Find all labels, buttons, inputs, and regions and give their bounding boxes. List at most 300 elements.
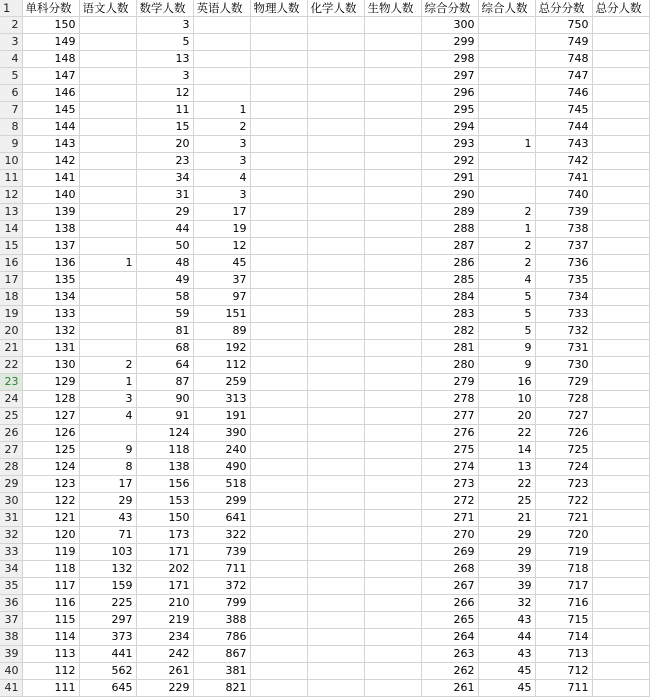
table-cell[interactable]: [250, 85, 307, 102]
table-cell[interactable]: [592, 51, 649, 68]
table-cell[interactable]: 747: [535, 68, 592, 85]
table-cell[interactable]: 43: [478, 646, 535, 663]
table-cell[interactable]: 277: [421, 408, 478, 425]
table-cell[interactable]: [307, 68, 364, 85]
table-cell[interactable]: 264: [421, 629, 478, 646]
table-cell[interactable]: 267: [421, 578, 478, 595]
row-header[interactable]: 9: [0, 136, 22, 153]
table-cell[interactable]: [364, 391, 421, 408]
table-cell[interactable]: 29: [478, 527, 535, 544]
table-cell[interactable]: 741: [535, 170, 592, 187]
table-cell[interactable]: [364, 136, 421, 153]
table-cell[interactable]: [364, 204, 421, 221]
table-cell[interactable]: 1: [478, 221, 535, 238]
table-cell[interactable]: 373: [79, 629, 136, 646]
table-cell[interactable]: 132: [22, 323, 79, 340]
table-cell[interactable]: 322: [193, 527, 250, 544]
table-cell[interactable]: [592, 578, 649, 595]
table-cell[interactable]: [592, 119, 649, 136]
table-cell[interactable]: [478, 153, 535, 170]
table-cell[interactable]: 289: [421, 204, 478, 221]
table-cell[interactable]: 562: [79, 663, 136, 680]
header-cell[interactable]: 语文人数: [79, 0, 136, 17]
table-cell[interactable]: 292: [421, 153, 478, 170]
table-cell[interactable]: [307, 272, 364, 289]
table-cell[interactable]: 736: [535, 255, 592, 272]
table-cell[interactable]: [307, 238, 364, 255]
table-cell[interactable]: 240: [193, 442, 250, 459]
table-cell[interactable]: 3: [136, 17, 193, 34]
table-cell[interactable]: [364, 187, 421, 204]
table-cell[interactable]: 730: [535, 357, 592, 374]
table-cell[interactable]: [592, 306, 649, 323]
table-cell[interactable]: [364, 102, 421, 119]
table-cell[interactable]: [250, 476, 307, 493]
table-cell[interactable]: [79, 187, 136, 204]
table-cell[interactable]: 132: [79, 561, 136, 578]
table-cell[interactable]: [364, 34, 421, 51]
table-cell[interactable]: 288: [421, 221, 478, 238]
table-cell[interactable]: [250, 646, 307, 663]
table-cell[interactable]: [250, 561, 307, 578]
table-cell[interactable]: [79, 272, 136, 289]
table-cell[interactable]: [478, 187, 535, 204]
table-cell[interactable]: [364, 561, 421, 578]
table-cell[interactable]: [307, 663, 364, 680]
table-cell[interactable]: 9: [478, 357, 535, 374]
table-cell[interactable]: [364, 68, 421, 85]
table-cell[interactable]: 298: [421, 51, 478, 68]
row-header[interactable]: 25: [0, 408, 22, 425]
table-cell[interactable]: [307, 289, 364, 306]
table-cell[interactable]: 39: [478, 578, 535, 595]
table-cell[interactable]: 723: [535, 476, 592, 493]
table-cell[interactable]: [250, 493, 307, 510]
table-cell[interactable]: [478, 170, 535, 187]
table-cell[interactable]: 137: [22, 238, 79, 255]
table-cell[interactable]: [250, 629, 307, 646]
table-cell[interactable]: [364, 323, 421, 340]
table-cell[interactable]: 58: [136, 289, 193, 306]
table-cell[interactable]: 313: [193, 391, 250, 408]
row-header-1[interactable]: 1: [0, 0, 22, 17]
table-cell[interactable]: [250, 544, 307, 561]
table-cell[interactable]: 273: [421, 476, 478, 493]
table-cell[interactable]: [250, 136, 307, 153]
table-cell[interactable]: 118: [136, 442, 193, 459]
table-cell[interactable]: [364, 646, 421, 663]
table-cell[interactable]: 732: [535, 323, 592, 340]
table-cell[interactable]: 2: [478, 255, 535, 272]
table-cell[interactable]: 729: [535, 374, 592, 391]
table-cell[interactable]: [250, 51, 307, 68]
table-cell[interactable]: 202: [136, 561, 193, 578]
table-cell[interactable]: [79, 51, 136, 68]
table-cell[interactable]: [307, 102, 364, 119]
table-cell[interactable]: 68: [136, 340, 193, 357]
table-cell[interactable]: 144: [22, 119, 79, 136]
header-cell[interactable]: 综合人数: [478, 0, 535, 17]
table-cell[interactable]: 145: [22, 102, 79, 119]
table-cell[interactable]: 121: [22, 510, 79, 527]
table-cell[interactable]: 293: [421, 136, 478, 153]
table-cell[interactable]: [592, 493, 649, 510]
row-header[interactable]: 39: [0, 646, 22, 663]
row-header[interactable]: 29: [0, 476, 22, 493]
header-cell[interactable]: 单科分数: [22, 0, 79, 17]
table-cell[interactable]: [250, 68, 307, 85]
table-cell[interactable]: 278: [421, 391, 478, 408]
table-cell[interactable]: [307, 85, 364, 102]
table-cell[interactable]: 263: [421, 646, 478, 663]
header-cell[interactable]: 总分分数: [535, 0, 592, 17]
header-cell[interactable]: 数学人数: [136, 0, 193, 17]
table-cell[interactable]: 119: [22, 544, 79, 561]
table-cell[interactable]: 740: [535, 187, 592, 204]
table-cell[interactable]: 12: [193, 238, 250, 255]
table-cell[interactable]: [250, 527, 307, 544]
table-cell[interactable]: 126: [22, 425, 79, 442]
table-cell[interactable]: [79, 238, 136, 255]
table-cell[interactable]: 266: [421, 595, 478, 612]
table-cell[interactable]: 261: [421, 680, 478, 697]
table-cell[interactable]: 259: [193, 374, 250, 391]
table-cell[interactable]: 742: [535, 153, 592, 170]
table-cell[interactable]: [592, 510, 649, 527]
table-cell[interactable]: 372: [193, 578, 250, 595]
table-cell[interactable]: 116: [22, 595, 79, 612]
table-cell[interactable]: [307, 391, 364, 408]
table-cell[interactable]: 724: [535, 459, 592, 476]
table-cell[interactable]: 148: [22, 51, 79, 68]
table-cell[interactable]: [307, 544, 364, 561]
table-cell[interactable]: 711: [535, 680, 592, 697]
table-cell[interactable]: [307, 595, 364, 612]
table-cell[interactable]: [364, 612, 421, 629]
table-cell[interactable]: 291: [421, 170, 478, 187]
table-cell[interactable]: [307, 680, 364, 697]
table-cell[interactable]: 271: [421, 510, 478, 527]
table-cell[interactable]: 285: [421, 272, 478, 289]
table-cell[interactable]: 138: [22, 221, 79, 238]
table-cell[interactable]: 103: [79, 544, 136, 561]
table-cell[interactable]: 242: [136, 646, 193, 663]
table-cell[interactable]: [592, 85, 649, 102]
table-cell[interactable]: 114: [22, 629, 79, 646]
table-cell[interactable]: [592, 34, 649, 51]
table-cell[interactable]: [364, 51, 421, 68]
table-cell[interactable]: [592, 391, 649, 408]
row-header[interactable]: 6: [0, 85, 22, 102]
row-header[interactable]: 23: [0, 374, 22, 391]
table-cell[interactable]: 261: [136, 663, 193, 680]
row-header[interactable]: 38: [0, 629, 22, 646]
table-cell[interactable]: 150: [136, 510, 193, 527]
table-cell[interactable]: 120: [22, 527, 79, 544]
table-cell[interactable]: [250, 442, 307, 459]
table-cell[interactable]: [250, 119, 307, 136]
table-cell[interactable]: 733: [535, 306, 592, 323]
row-header[interactable]: 32: [0, 527, 22, 544]
row-header[interactable]: 37: [0, 612, 22, 629]
table-cell[interactable]: 645: [79, 680, 136, 697]
table-cell[interactable]: 2: [79, 357, 136, 374]
table-cell[interactable]: 59: [136, 306, 193, 323]
table-cell[interactable]: 5: [478, 323, 535, 340]
table-cell[interactable]: [364, 306, 421, 323]
table-cell[interactable]: [79, 221, 136, 238]
table-cell[interactable]: [79, 34, 136, 51]
table-cell[interactable]: 734: [535, 289, 592, 306]
table-cell[interactable]: [307, 306, 364, 323]
table-cell[interactable]: 118: [22, 561, 79, 578]
table-cell[interactable]: [592, 595, 649, 612]
table-cell[interactable]: 20: [136, 136, 193, 153]
table-cell[interactable]: 97: [193, 289, 250, 306]
row-header[interactable]: 15: [0, 238, 22, 255]
table-cell[interactable]: [592, 561, 649, 578]
table-cell[interactable]: 4: [79, 408, 136, 425]
table-cell[interactable]: 274: [421, 459, 478, 476]
table-cell[interactable]: 744: [535, 119, 592, 136]
table-cell[interactable]: [364, 459, 421, 476]
table-cell[interactable]: 29: [136, 204, 193, 221]
table-cell[interactable]: [307, 578, 364, 595]
table-cell[interactable]: 111: [22, 680, 79, 697]
table-cell[interactable]: 8: [79, 459, 136, 476]
table-cell[interactable]: 23: [136, 153, 193, 170]
table-cell[interactable]: 44: [478, 629, 535, 646]
table-cell[interactable]: [79, 85, 136, 102]
table-cell[interactable]: 22: [478, 476, 535, 493]
table-cell[interactable]: 134: [22, 289, 79, 306]
table-cell[interactable]: 49: [136, 272, 193, 289]
table-cell[interactable]: 2: [478, 204, 535, 221]
table-cell[interactable]: 90: [136, 391, 193, 408]
table-cell[interactable]: [193, 68, 250, 85]
table-cell[interactable]: [79, 425, 136, 442]
table-cell[interactable]: [364, 153, 421, 170]
table-cell[interactable]: 133: [22, 306, 79, 323]
row-header[interactable]: 26: [0, 425, 22, 442]
table-cell[interactable]: 173: [136, 527, 193, 544]
table-cell[interactable]: [79, 204, 136, 221]
table-cell[interactable]: [364, 578, 421, 595]
table-cell[interactable]: [592, 272, 649, 289]
table-cell[interactable]: [592, 68, 649, 85]
table-cell[interactable]: 115: [22, 612, 79, 629]
table-cell[interactable]: 727: [535, 408, 592, 425]
table-cell[interactable]: [79, 17, 136, 34]
table-cell[interactable]: [478, 68, 535, 85]
table-cell[interactable]: 234: [136, 629, 193, 646]
row-header[interactable]: 17: [0, 272, 22, 289]
table-cell[interactable]: 31: [136, 187, 193, 204]
table-cell[interactable]: [307, 493, 364, 510]
table-cell[interactable]: [250, 323, 307, 340]
row-header[interactable]: 27: [0, 442, 22, 459]
table-cell[interactable]: 16: [478, 374, 535, 391]
table-cell[interactable]: [307, 221, 364, 238]
table-cell[interactable]: [592, 323, 649, 340]
table-cell[interactable]: 81: [136, 323, 193, 340]
row-header[interactable]: 19: [0, 306, 22, 323]
table-cell[interactable]: [250, 612, 307, 629]
table-cell[interactable]: [592, 289, 649, 306]
table-cell[interactable]: [250, 306, 307, 323]
table-cell[interactable]: [307, 119, 364, 136]
table-cell[interactable]: [250, 680, 307, 697]
table-cell[interactable]: 269: [421, 544, 478, 561]
table-cell[interactable]: 300: [421, 17, 478, 34]
table-cell[interactable]: [307, 17, 364, 34]
table-cell[interactable]: 131: [22, 340, 79, 357]
table-cell[interactable]: 45: [193, 255, 250, 272]
table-cell[interactable]: [250, 595, 307, 612]
table-cell[interactable]: 156: [136, 476, 193, 493]
table-cell[interactable]: 117: [22, 578, 79, 595]
table-cell[interactable]: 290: [421, 187, 478, 204]
table-cell[interactable]: 735: [535, 272, 592, 289]
table-cell[interactable]: [364, 85, 421, 102]
table-cell[interactable]: 43: [79, 510, 136, 527]
table-cell[interactable]: 50: [136, 238, 193, 255]
table-cell[interactable]: 721: [535, 510, 592, 527]
table-cell[interactable]: 87: [136, 374, 193, 391]
table-cell[interactable]: [592, 170, 649, 187]
table-cell[interactable]: [250, 17, 307, 34]
table-cell[interactable]: 17: [79, 476, 136, 493]
header-cell[interactable]: 英语人数: [193, 0, 250, 17]
table-cell[interactable]: [364, 119, 421, 136]
table-cell[interactable]: [364, 544, 421, 561]
table-cell[interactable]: 123: [22, 476, 79, 493]
table-cell[interactable]: 15: [136, 119, 193, 136]
table-cell[interactable]: 3: [136, 68, 193, 85]
table-cell[interactable]: 191: [193, 408, 250, 425]
table-cell[interactable]: [364, 170, 421, 187]
table-cell[interactable]: 749: [535, 34, 592, 51]
table-cell[interactable]: 731: [535, 340, 592, 357]
table-cell[interactable]: 192: [193, 340, 250, 357]
table-cell[interactable]: [592, 663, 649, 680]
table-cell[interactable]: 25: [478, 493, 535, 510]
table-cell[interactable]: [307, 51, 364, 68]
table-cell[interactable]: 737: [535, 238, 592, 255]
table-cell[interactable]: 284: [421, 289, 478, 306]
table-cell[interactable]: 286: [421, 255, 478, 272]
table-cell[interactable]: 149: [22, 34, 79, 51]
table-cell[interactable]: 39: [478, 561, 535, 578]
table-cell[interactable]: 739: [535, 204, 592, 221]
table-cell[interactable]: [364, 629, 421, 646]
table-cell[interactable]: [79, 119, 136, 136]
table-cell[interactable]: 716: [535, 595, 592, 612]
table-cell[interactable]: 287: [421, 238, 478, 255]
table-cell[interactable]: 711: [193, 561, 250, 578]
row-header[interactable]: 7: [0, 102, 22, 119]
table-cell[interactable]: 125: [22, 442, 79, 459]
header-cell[interactable]: 化学人数: [307, 0, 364, 17]
table-cell[interactable]: [250, 425, 307, 442]
table-cell[interactable]: 867: [193, 646, 250, 663]
table-cell[interactable]: [364, 595, 421, 612]
table-cell[interactable]: [250, 187, 307, 204]
table-cell[interactable]: 17: [193, 204, 250, 221]
table-cell[interactable]: 20: [478, 408, 535, 425]
table-cell[interactable]: [307, 204, 364, 221]
table-cell[interactable]: 142: [22, 153, 79, 170]
table-cell[interactable]: 3: [193, 187, 250, 204]
table-cell[interactable]: 153: [136, 493, 193, 510]
table-cell[interactable]: [592, 153, 649, 170]
table-cell[interactable]: [592, 102, 649, 119]
table-cell[interactable]: [364, 493, 421, 510]
table-cell[interactable]: 9: [478, 340, 535, 357]
table-cell[interactable]: [592, 357, 649, 374]
table-cell[interactable]: 262: [421, 663, 478, 680]
table-cell[interactable]: [592, 442, 649, 459]
table-cell[interactable]: [364, 442, 421, 459]
table-cell[interactable]: 12: [136, 85, 193, 102]
table-cell[interactable]: [478, 102, 535, 119]
table-cell[interactable]: 13: [478, 459, 535, 476]
table-cell[interactable]: 720: [535, 527, 592, 544]
table-cell[interactable]: 746: [535, 85, 592, 102]
table-cell[interactable]: [79, 340, 136, 357]
table-cell[interactable]: 268: [421, 561, 478, 578]
table-cell[interactable]: [478, 51, 535, 68]
row-header[interactable]: 14: [0, 221, 22, 238]
row-header[interactable]: 11: [0, 170, 22, 187]
table-cell[interactable]: [592, 17, 649, 34]
table-cell[interactable]: 282: [421, 323, 478, 340]
table-cell[interactable]: [592, 544, 649, 561]
table-cell[interactable]: [250, 255, 307, 272]
table-cell[interactable]: [307, 34, 364, 51]
row-header[interactable]: 18: [0, 289, 22, 306]
table-cell[interactable]: [79, 289, 136, 306]
table-cell[interactable]: [307, 153, 364, 170]
table-cell[interactable]: 297: [421, 68, 478, 85]
table-cell[interactable]: [250, 272, 307, 289]
table-cell[interactable]: [592, 238, 649, 255]
table-cell[interactable]: 750: [535, 17, 592, 34]
row-header[interactable]: 2: [0, 17, 22, 34]
table-cell[interactable]: 9: [79, 442, 136, 459]
row-header[interactable]: 36: [0, 595, 22, 612]
table-cell[interactable]: [250, 170, 307, 187]
table-cell[interactable]: 21: [478, 510, 535, 527]
table-cell[interactable]: [307, 476, 364, 493]
table-cell[interactable]: 295: [421, 102, 478, 119]
header-cell[interactable]: 总分人数: [592, 0, 649, 17]
row-header[interactable]: 24: [0, 391, 22, 408]
table-cell[interactable]: 124: [136, 425, 193, 442]
table-cell[interactable]: 3: [193, 153, 250, 170]
table-cell[interactable]: 113: [22, 646, 79, 663]
table-cell[interactable]: 5: [478, 289, 535, 306]
table-cell[interactable]: [307, 442, 364, 459]
table-cell[interactable]: 3: [193, 136, 250, 153]
table-cell[interactable]: 299: [193, 493, 250, 510]
table-cell[interactable]: [250, 102, 307, 119]
table-cell[interactable]: [250, 578, 307, 595]
table-cell[interactable]: 112: [22, 663, 79, 680]
table-cell[interactable]: [250, 289, 307, 306]
table-cell[interactable]: 738: [535, 221, 592, 238]
row-header[interactable]: 13: [0, 204, 22, 221]
